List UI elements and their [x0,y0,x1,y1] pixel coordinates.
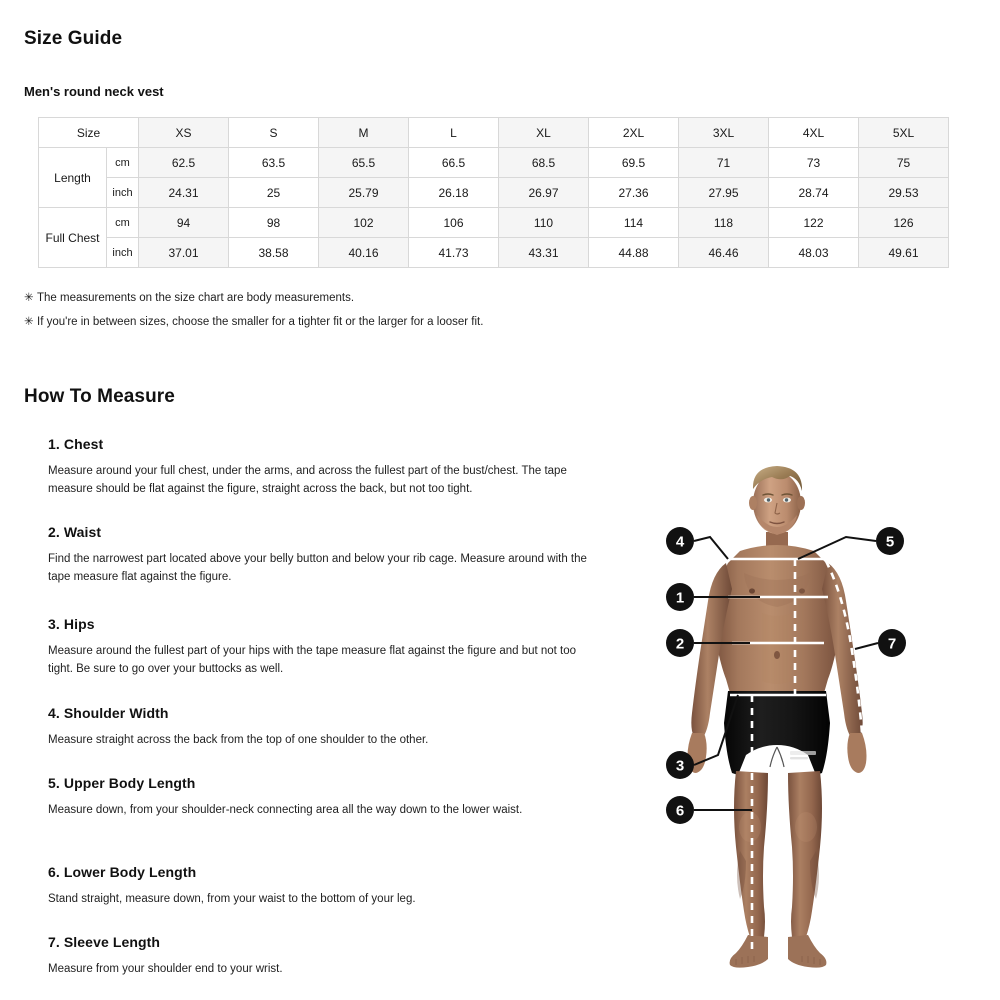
measurement-cell: 114 [589,208,679,238]
measurement-cell: 71 [679,148,769,178]
asterisk-icon: ✳ [24,316,34,328]
measurement-cell: 49.61 [859,238,949,268]
callout-number: 5 [885,533,895,551]
size-header-xs: XS [139,118,229,148]
measurement-cell: 29.53 [859,178,949,208]
callout-number: 3 [675,757,685,775]
callout-number: 4 [675,533,685,551]
size-header-5xl: 5XL [859,118,949,148]
measure-section-body: Find the narrowest part located above your belly button and below your rib cage. Measure around with the tape measure flat against the figure. [48,553,587,583]
measurement-cell: 43.31 [499,238,589,268]
measurement-cell: 48.03 [769,238,859,268]
measurement-cell: 126 [859,208,949,238]
row-unit-label: cm [107,148,139,178]
table-row [39,208,949,238]
callout-marker-2[interactable] [666,629,694,657]
measurement-cell: 106 [409,208,499,238]
measurement-cell: 66.5 [409,148,499,178]
size-table-header-row [39,118,949,148]
callout-marker-3[interactable] [666,751,694,779]
measure-section-heading: 5. Upper Body Length [48,775,196,791]
row-unit-label: inch [107,178,139,208]
measure-section-heading: 3. Hips [48,616,95,632]
size-header-s: S [229,118,319,148]
measure-section-heading: 7. Sleeve Length [48,934,161,950]
measure-section-body: Measure from your shoulder end to your wrist. [48,963,283,975]
measure-section-7 [48,934,593,978]
measurement-cell: 94 [139,208,229,238]
measure-section-body: Measure around your full chest, under the arms, and across the fullest part of the bust/chest. The tape measure should be flat against the figure, straight across the back, but not too tight. [48,465,567,495]
measurement-cell: 27.95 [679,178,769,208]
row-unit-label: cm [107,208,139,238]
measurement-cell: 63.5 [229,148,319,178]
leader-4 [694,537,728,559]
measurement-cell: 62.5 [139,148,229,178]
measurement-cell: 28.74 [769,178,859,208]
size-header-m: M [319,118,409,148]
size-header-xl: XL [499,118,589,148]
size-table [38,117,949,268]
measure-section-3 [48,616,593,678]
measure-section-heading: 4. Shoulder Width [48,705,169,721]
measurement-cell: 69.5 [589,148,679,178]
measure-section-body: Stand straight, measure down, from your waist to the bottom of your leg. [48,893,416,905]
measurement-cell: 65.5 [319,148,409,178]
size-header-4xl: 4XL [769,118,859,148]
callout-number: 6 [675,802,685,820]
measurement-cell: 68.5 [499,148,589,178]
size-header-3xl: 3XL [679,118,769,148]
measurement-cell: 41.73 [409,238,499,268]
measurement-cell: 118 [679,208,769,238]
row-group-label: Full Chest [39,208,107,268]
measurement-cell: 24.31 [139,178,229,208]
page-title: Size Guide [24,28,123,49]
leader-7 [855,643,878,649]
measurement-cell: 122 [769,208,859,238]
measurement-cell: 25.79 [319,178,409,208]
measurement-cell: 25 [229,178,319,208]
measurement-cell: 26.18 [409,178,499,208]
row-group-label: Length [39,148,107,208]
measure-section-heading: 1. Chest [48,436,104,452]
callout-marker-5[interactable] [876,527,904,555]
measure-section-4 [48,705,593,749]
note-text: If you're in between sizes, choose the smaller for a tighter fit or the larger for a looser fit. [37,316,484,328]
callout-number: 2 [675,635,685,653]
measure-section-body: Measure straight across the back from the top of one shoulder to the other. [48,734,429,746]
measurement-cell: 38.58 [229,238,319,268]
note-body-measurements [24,290,354,304]
callout-marker-6[interactable] [666,796,694,824]
measurement-cell: 46.46 [679,238,769,268]
body-measurement-figure [640,455,990,990]
product-subtitle: Men's round neck vest [24,84,164,99]
table-row [39,148,949,178]
size-header-l: L [409,118,499,148]
size-table-wrapper [38,117,949,268]
measure-section-heading: 6. Lower Body Length [48,864,197,880]
table-row [39,238,949,268]
measurement-cell: 37.01 [139,238,229,268]
measure-section-6 [48,864,593,908]
measurement-cell: 26.97 [499,178,589,208]
measure-section-body: Measure around the fullest part of your hips with the tape measure flat against the figure and but not too tight. Be sure to go over your buttocks as well. [48,645,577,675]
row-unit-label: inch [107,238,139,268]
measure-section-1 [48,436,593,498]
measure-section-heading: 2. Waist [48,524,102,540]
table-row [39,178,949,208]
how-to-measure-title: How To Measure [24,386,175,407]
measurement-cell: 102 [319,208,409,238]
note-text: The measurements on the size chart are body measurements. [37,292,355,304]
measurement-cell: 40.16 [319,238,409,268]
measure-section-body: Measure down, from your shoulder-neck connecting area all the way down to the lower waist. [48,804,523,816]
size-table-corner-label: Size [39,118,139,148]
measurement-cell: 98 [229,208,319,238]
callout-number: 1 [675,589,685,607]
measure-section-2 [48,524,593,586]
callout-marker-1[interactable] [666,583,694,611]
measurement-cell: 44.88 [589,238,679,268]
note-between-sizes [24,314,483,328]
measurement-cell: 27.36 [589,178,679,208]
callout-marker-7[interactable] [878,629,906,657]
measurement-cell: 110 [499,208,589,238]
asterisk-icon: ✳ [24,292,34,304]
size-header-2xl: 2XL [589,118,679,148]
measurement-cell: 75 [859,148,949,178]
callout-number: 7 [887,635,897,653]
measurement-cell: 73 [769,148,859,178]
measure-section-5 [48,775,593,819]
callout-marker-4[interactable] [666,527,694,555]
